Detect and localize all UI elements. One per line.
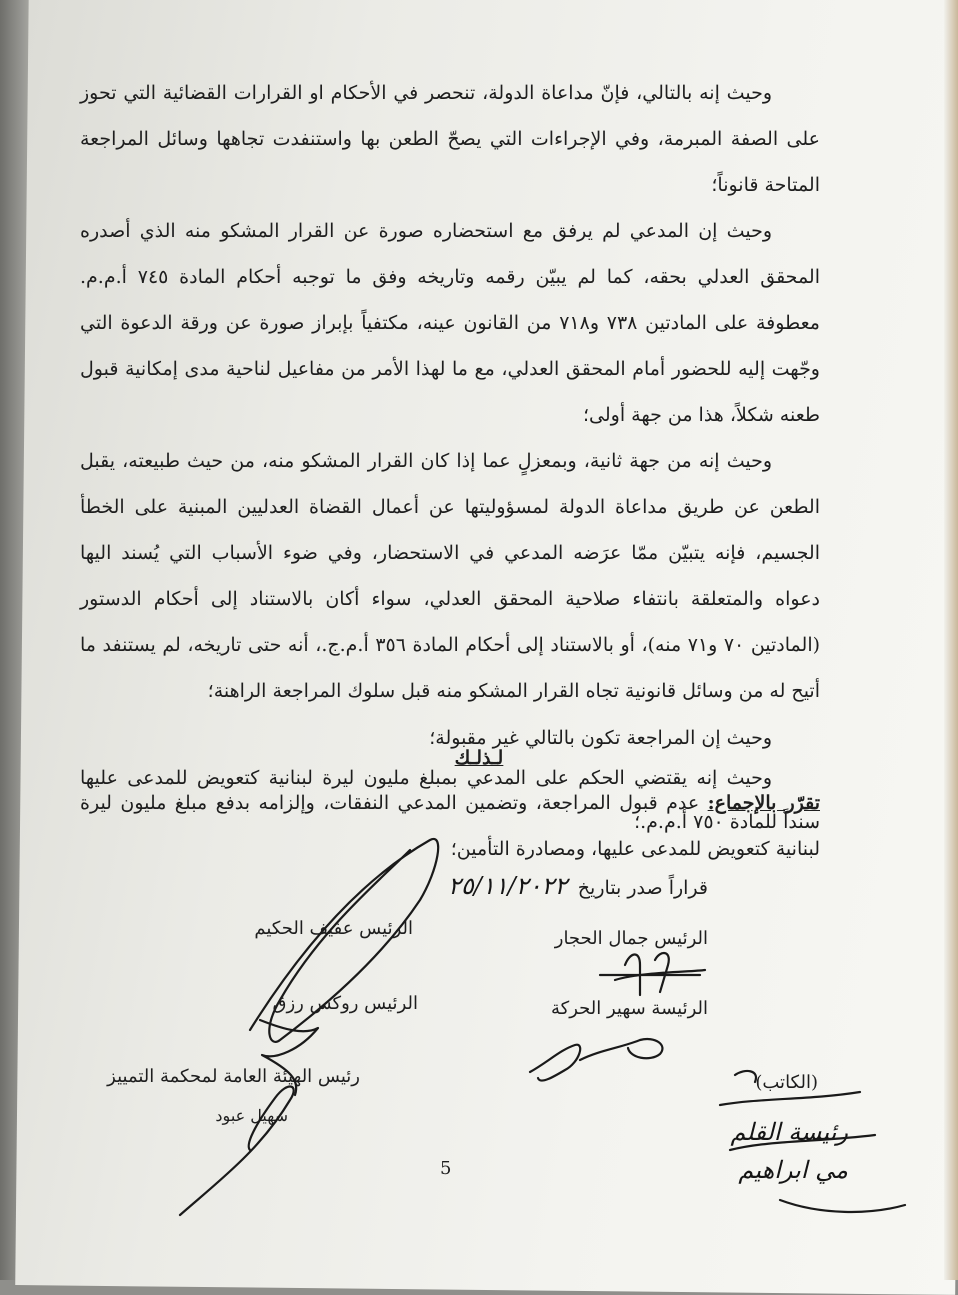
signatory-left-3-name: سهيل عبود — [215, 1106, 288, 1125]
signature-harake — [530, 1039, 662, 1081]
handwritten-date: ٢٥/١١/٢٠٢٢ — [448, 872, 568, 900]
paragraph-3: وحيث إنه من جهة ثانية، وبمعزلٍ عما إذا كان القرار المشكو منه، من حيث طبيعته، يقبل الطعن عن طريق مداعاة الدولة لمسؤوليتها عن أعمال القضاة العدليين المبنية على الخطأ الجسيم، فإنه يتبيّن ممّا عرَضه المدعي في الاستحضار، وفي ضوء الأسباب التي يُسند اليها دعواه والمتعلقة بانتفاء صلاحية المحقق العدلي، سواء أكان بالاستناد إلى أحكام الدستور (المادتين ٧٠ و٧١ منه)، أو بالاستناد إلى أحكام المادة ٣٥٦ أ.م.ج.، أنه حتى تاريخه، لم يستنفد ما أتيح له من وسائل قانونية تجاه القرار المشكو منه قبل سلوك المراجعة الراهنة؛ — [80, 450, 821, 702]
paragraph-1: وحيث إنه بالتالي، فإنّ مداعاة الدولة، تنحصر في الأحكام او القرارات القضائية التي تحوز على الصفة المبرمة، وفي الإجراءات التي يصحّ الطعن بها واستنفدت تجاهها وسائل المراجعة المتاحة قانوناً؛ — [80, 82, 820, 196]
date-label: قراراً صدر بتاريخ — [577, 877, 708, 899]
clerk-label: (الكاتب) — [755, 1072, 818, 1093]
signatory-right-2: الرئيسة سهير الحركة — [550, 998, 708, 1019]
page-number: 5 — [440, 1158, 452, 1179]
decision-label: تقرّر بالإجماع: — [707, 792, 820, 814]
signature-clerk — [720, 1071, 905, 1212]
signatory-left-1: الرئيس عفيف الحكيم — [254, 918, 413, 939]
signatory-left-2: الرئيس روكس رزق — [272, 993, 418, 1014]
paragraph-5: وحيث إنه يقتضي الحكم على المدعي بمبلغ مليون ليرة لبنانية كتعويض للمدعى عليها سنداً للمادة ٧٥٠ أ.م.م.؛ — [80, 767, 820, 833]
signature-hakim — [250, 839, 438, 1042]
signatory-left-3: رئيس الهيئة العامة لمحكمة التمييز — [107, 1066, 360, 1087]
signature-aboud — [180, 1086, 294, 1215]
paragraph-4: وحيث إن المراجعة تكون بالتالي غير مقبولة؛ — [429, 727, 772, 749]
clerk-handwriting-2: مي ابراهيم — [738, 1156, 848, 1184]
decision-text: عدم قبول المراجعة، وتضمين المدعي النفقات، وإلزامه بدفع مبلغ مليون ليرة لبنانية كتعويض للمدعى عليها، ومصادرة التأمين؛ — [80, 792, 820, 860]
paragraph-2: وحيث إن المدعي لم يرفق مع استحضاره صورة عن القرار المشكو منه الذي أصدره المحقق العدلي بحقه، كما لم يبيّن رقمه وتاريخه وفق ما توجبه أحكام المادة ٧٤٥ أ.م.م. معطوفة على المادتين ٧٣٨ و٧١٨ من القانون عينه، مكتفياً بإبراز صورة عن ورقة الدعوة التي وجّهت إليه للحضور أمام المحقق العدلي، مع ما لهذا الأمر من مفاعيل لناحية مدى إمكانية قبول طعنه شكلاً، هذا من جهة أولى؛ — [80, 220, 821, 426]
section-heading: لـذلـك — [454, 747, 504, 769]
clerk-handwriting-1: رئيسة القلم — [730, 1118, 848, 1146]
signature-hajjar — [600, 953, 705, 995]
signatory-right-1: الرئيس جمال الحجار — [554, 928, 708, 949]
